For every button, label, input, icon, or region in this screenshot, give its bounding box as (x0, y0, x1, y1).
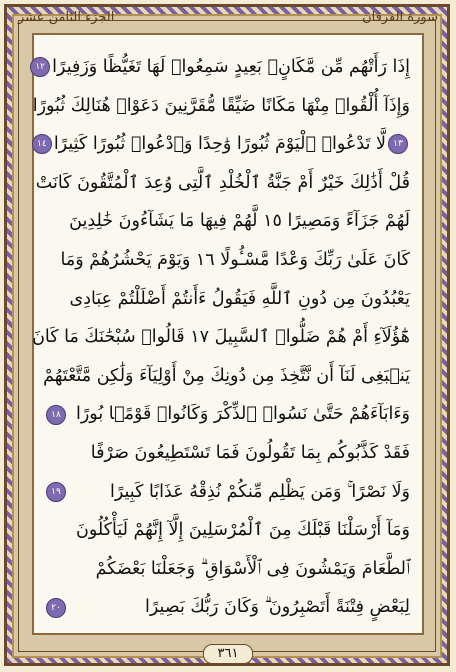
verse-line (44, 395, 410, 434)
verse-text: لَّا تَدْعُوا۟ ٱلْيَوْمَ ثُبُورًا وَٰحِدًا وَٱدْعُوا۟ ثُبُورًا كَثِيرًا (53, 134, 386, 155)
verse-text: وَءَابَآءَهُمْ حَتَّىٰ نَسُوا۟ ٱلذِّكْرَ وَكَانُوا۟ قَوْمًۢا بُورًا (75, 404, 410, 425)
verse-text: هَٰٓؤُلَآءِ أَمْ هُمْ ضَلُّوا۟ ٱلسَّبِيلَ ١٧ قَالُوا۟ سُبْحَٰنَكَ مَا كَانَ (32, 327, 410, 348)
verse-line (35, 48, 410, 87)
verse-line (44, 588, 410, 627)
verse-line (44, 434, 410, 473)
juz-title: الجزء الثامن عشر (18, 9, 115, 25)
surah-title: سورة الفرقان (362, 9, 438, 25)
verse-text: لِبَعْضٍ فِتْنَةً أَتَصْبِرُونَ ۗ وَكَانَ رَبُّكَ بَصِيرًا (144, 597, 410, 618)
verse-line (44, 473, 410, 512)
verse-text: وَمَآ أَرْسَلْنَا قَبْلَكَ مِنَ ٱلْمُرْسَلِينَ إِلَّآ إِنَّهُمْ لَيَأْكُلُونَ (75, 520, 410, 541)
verse-line (37, 125, 410, 164)
verse-text: يَنۢبَغِى لَنَآ أَن نَّتَّخِذَ مِن دُونِكَ مِنْ أَوْلِيَآءَ وَلَٰكِن مَّتَّعْتَهُمْ (43, 365, 410, 386)
ayah-number-marker: ١٢ (30, 57, 50, 77)
page-number: ٣٦١ (203, 644, 254, 664)
verse-line (32, 318, 410, 357)
verse-text: فَقَدْ كَذَّبُوكُم بِمَا تَقُولُونَ فَمَا تَسْتَطِيعُونَ صَرْفًا (90, 442, 410, 463)
verse-line (32, 87, 410, 126)
page-footer (0, 644, 456, 664)
verse-line (44, 550, 410, 589)
verse-text: يَعْبُدُونَ مِن دُونِ ٱللَّهِ فَيَقُولُ ءَأَنتُمْ أَضْلَلْتُمْ عِبَادِى (69, 288, 410, 309)
verse-text: قُلْ أَذَٰلِكَ خَيْرٌ أَمْ جَنَّةُ ٱلْخُلْدِ ٱلَّتِى وُعِدَ ٱلْمُتَّقُونَ كَانَتْ (35, 172, 410, 193)
verse-line (44, 511, 410, 550)
ayah-number-marker: ١٣ (388, 134, 408, 154)
verse-line (44, 280, 410, 319)
verse-line (35, 164, 410, 203)
verse-text: ٱلطَّعَامَ وَيَمْشُونَ فِى ٱلْأَسْوَاقِ ۗ وَجَعَلْنَا بَعْضَكُمْ (95, 558, 410, 579)
verse-text: إِذَا رَأَتْهُم مِّن مَّكَانٍۭ بَعِيدٍ سَمِعُوا۟ لَهَا تَغَيُّظًا وَزَفِيرًا (52, 57, 410, 77)
verse-lines (32, 48, 410, 627)
ayah-number-marker: ١٤ (32, 134, 52, 154)
verse-text: وَلَا نَصْرًا ۚ وَمَن يَظْلِم مِّنكُمْ نُذِقْهُ عَذَابًا كَبِيرًا (110, 481, 410, 502)
ayah-number-marker: ٢٠ (46, 598, 66, 618)
ayah-number-marker: ١٩ (46, 482, 66, 502)
verse-text: كَانَ عَلَىٰ رَبِّكَ وَعْدًا مَّسْـُٔولًا ١٦ وَيَوْمَ يَحْشُرُهُمْ وَمَا (60, 249, 410, 270)
page-header (18, 8, 438, 26)
ayah-number-marker: ١٨ (46, 405, 66, 425)
verse-line (44, 241, 410, 280)
verse-text: لَهُمْ جَزَآءً وَمَصِيرًا ١٥ لَّهُمْ فِيهَا مَا يَشَآءُونَ خَٰلِدِينَ (69, 211, 410, 232)
verse-text: وَإِذَآ أُلْقُوا۟ مِنْهَا مَكَانًا ضَيِّقًا مُّقَرَّنِينَ دَعَوْا۟ هُنَالِكَ ثُبُورًا (32, 95, 410, 116)
verse-line (44, 202, 410, 241)
verse-line (44, 357, 410, 396)
